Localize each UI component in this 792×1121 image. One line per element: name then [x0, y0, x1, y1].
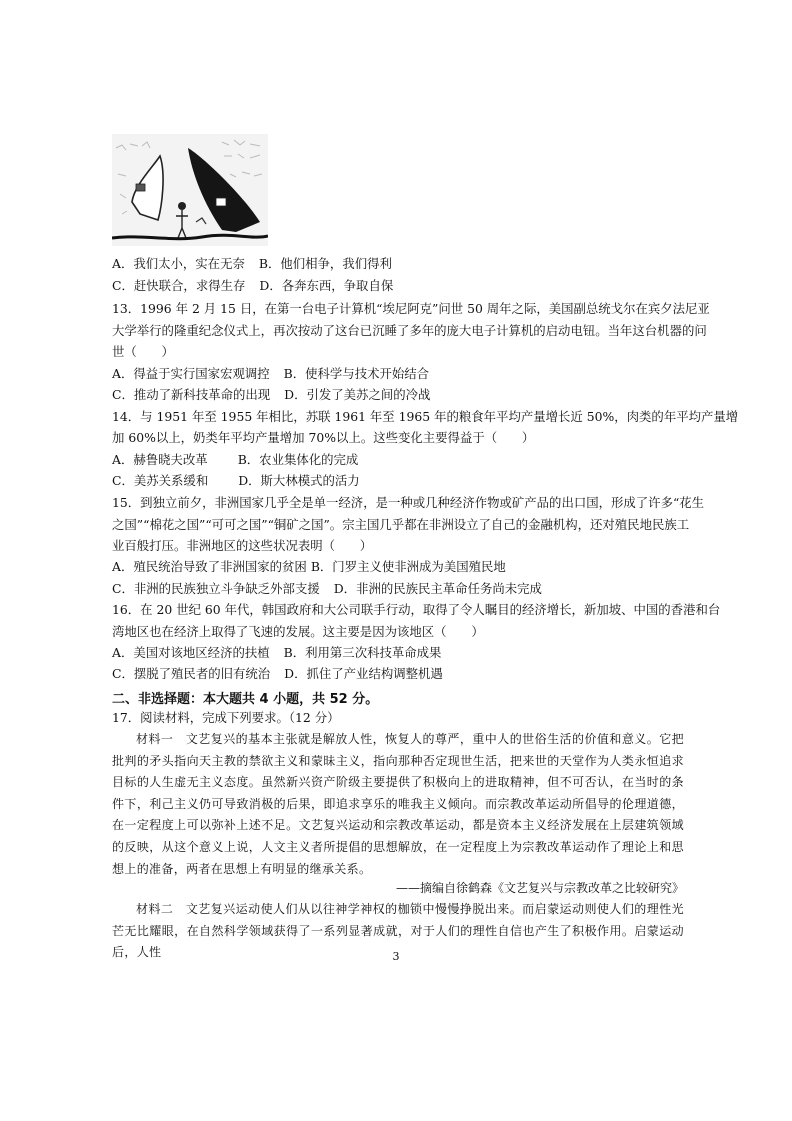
q14-option-c: C．美苏关系缓和 [112, 473, 209, 488]
section-2-heading: 二、非选择题：本大题共 4 小题，共 52 分。 [112, 692, 379, 707]
q15-option-d: D．非洲的民族民主革命任务尚未完成 [333, 581, 542, 596]
q13-option-b: B．使科学与技术开始结合 [283, 366, 430, 381]
q16-stem-line-1: 16．在 20 世纪 60 年代，韩国政府和大公司联手行动，取得了令人瞩目的经济增长，新加坡、中国的香港和台 [112, 602, 721, 617]
q13-stem-line-2: 大学举行的隆重纪念仪式上，再次按动了这台已沉睡了多年的庞大电子计算机的启动电钮。当年这台机器的问 [112, 323, 707, 338]
q14-option-a: A．赫鲁晓夫改革 [112, 452, 208, 467]
q15-option-c: C．非洲的民族独立斗争缺乏外部支援 [112, 581, 320, 596]
q16-options-row-1 [112, 645, 441, 661]
q17-material-2: 材料二 文艺复兴运动使人们从以往神学神权的枷锁中慢慢挣脱出来。而启蒙运动则使人们的理性光芒无比耀眼，在自然科学领域获得了一系列显著成就，对于人们的理性自信也产生了积极作用。启蒙运动后，人性 [112, 902, 684, 960]
q14-stem-line-1: 14．与 1951 年至 1955 年相比，苏联 1961 年至 1965 年的粮食年平均产量增长近 50%，肉类的年平均产量增 [112, 409, 739, 424]
cartoon-illustration [112, 134, 268, 246]
q14-stem-line-2: 加 60%以上，奶类年平均产量增加 70%以上。这些变化主要得益于（ ） [112, 430, 535, 445]
page-number: 3 [392, 950, 400, 963]
q17-stem: 17．阅读材料，完成下列要求。（12 分） [112, 710, 340, 725]
q12-option-c: C．赶快联合，求得生存 [112, 278, 246, 293]
q13-stem-line-1: 13．1996 年 2 月 15 日，在第一台电子计算机“埃尼阿克”问世 50 周年之际，美国副总统戈尔在宾夕法尼亚 [112, 301, 710, 316]
q13-stem-line-3: 世（ ） [112, 344, 174, 359]
q12-option-b: B．他们相争，我们得利 [258, 256, 392, 271]
q13-options-row-1 [112, 366, 429, 382]
q12-option-d: D．各奔东西，争取自保 [259, 278, 394, 293]
q15-options-row-2 [112, 581, 542, 597]
q15-option-a: A．殖民统治导致了非洲国家的贫困 [112, 559, 307, 574]
q15-option-b: B．门罗主义使非洲成为美国殖民地 [310, 559, 506, 574]
q17-material-1: 材料一 文艺复兴的基本主张就是解放人性，恢复人的尊严，重中人的世俗生活的价值和意义。它把批判的矛头指向天主教的禁欲主义和蒙昧主义，指向那种否定现世生活，把来世的天堂作为人类永恒追求目标的人生虚无主义态度。虽然新兴资产阶级主要提供了积极向上的进取精神，但不可否认，在当时的条件下，利己主义仍可导致消极的后果，即追求享乐的唯我主义倾向。而宗教改革运动所倡导的伦理道德，在一定程度上可以弥补上述不足。文艺复兴运动和宗教改革运动，都是资本主义经济发展在上层建筑领域的反映，从这个意义上说，人文主义者所提倡的思想解放，在一定程度上为宗教改革运动作了理论上和思想上的准备，两者在思想上有明显的继承关系。 [112, 732, 684, 876]
q14-options-row-1 [112, 452, 358, 468]
q14-option-d: D．斯大林模式的活力 [238, 473, 360, 488]
q13-options-row-2 [112, 387, 430, 403]
q16-option-a: A．美国对该地区经济的扶植 [112, 645, 270, 660]
q16-options-row-2 [112, 666, 443, 682]
q13-option-d: D．引发了美苏之间的冷战 [284, 387, 431, 402]
q15-stem-line-3: 业百般打压。非洲地区的这些状况表明（ ） [112, 538, 373, 553]
q17-material-1-source: ——摘编自徐鹤森《文艺复兴与宗教改革之比较研究》 [395, 881, 684, 895]
q16-option-d: D．抓住了产业结构调整机遇 [284, 666, 443, 681]
q15-options-row-1 [112, 559, 506, 575]
q16-stem-line-2: 湾地区也在经济上取得了飞速的发展。这主要是因为该地区（ ） [112, 624, 484, 639]
q16-option-c: C．摆脱了殖民者的旧有统治 [112, 666, 271, 681]
q12-options-row-2 [112, 278, 393, 294]
q14-options-row-2 [112, 473, 360, 489]
q13-option-c: C．推动了新科技革命的出现 [112, 387, 271, 402]
q14-option-b: B．农业集体化的完成 [237, 452, 359, 467]
q15-stem-line-2: 之国”“棉花之国”“可可之国”“铜矿之国”。宗主国几乎都在非洲设立了自己的金融机构，还对殖民地民族工 [112, 517, 690, 532]
q12-option-a: A．我们太小，实在无奈 [112, 256, 245, 271]
q12-options-row-1 [112, 256, 392, 272]
q13-option-a: A．得益于实行国家宏观调控 [112, 366, 270, 381]
q16-option-b: B．利用第三次科技革命成果 [283, 645, 442, 660]
q15-stem-line-1: 15．到独立前夕，非洲国家几乎全是单一经济，是一种或几种经济作物或矿产品的出口国，形成了许多“花生 [112, 495, 705, 510]
